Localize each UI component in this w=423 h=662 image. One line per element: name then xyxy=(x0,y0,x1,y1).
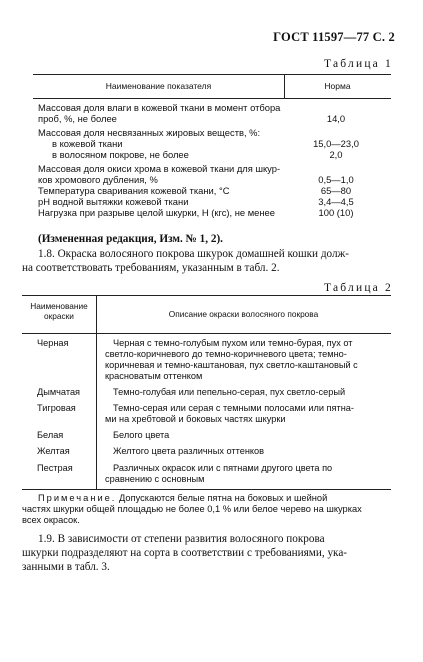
table2-bottom-rule xyxy=(22,489,391,490)
table2-row-desc-line: коричневая и темно-каштановая, пух светло-каштановый с xyxy=(105,360,358,370)
table1-row4-value: 65—80 xyxy=(320,185,352,196)
table1-row6-value: 100 (10) xyxy=(318,207,354,218)
note-line3: всех окрасок. xyxy=(22,515,80,525)
table1-row4-line1: Температура сваривания кожевой ткани, °С xyxy=(38,185,230,196)
table1-caption: Таблица 1 xyxy=(324,58,393,70)
table2-col-name-line2: окраски xyxy=(44,311,74,321)
table2-row-name: Дымчатая xyxy=(37,387,81,397)
table1-row1-line1: Массовая доля влаги в кожевой ткани в момент отбора xyxy=(38,102,281,113)
table2-row-desc-line: ми на хребтовой и боковых частях шкурки xyxy=(105,414,286,424)
table1-row3-line2: ков хромового дубления, % xyxy=(38,174,158,185)
table2-row-desc-line: сравнению с основным xyxy=(105,474,205,484)
table1-header-rule xyxy=(33,98,391,99)
table1-row1-value: 14,0 xyxy=(326,113,346,124)
table2-row-desc-line: Желтого цвета различных оттенков xyxy=(113,446,265,456)
table2-row-desc-line: Черная с темно-голубым пухом или темно-бурая, пух от xyxy=(113,338,353,348)
table2-row-desc-line: красноватым оттенком xyxy=(105,371,203,381)
table1-row5-line1: pH водной вытяжки кожевой ткани xyxy=(38,196,189,207)
paragraph-1-9-line3: занными в табл. 3. xyxy=(22,561,110,573)
table2-col-name xyxy=(22,301,96,321)
amendment-note: (Измененная редакция, Изм. № 1, 2). xyxy=(38,233,223,245)
table2-header-rule xyxy=(22,333,391,334)
note-line1 xyxy=(38,493,389,504)
table1-row6-line1: Нагрузка при разрыве целой шкурки, Н (кгс), не менее xyxy=(38,207,275,218)
table2-row-desc-line: светло-коричневого до темно-коричневого цвета; темно- xyxy=(105,349,347,359)
table1-row3-line1: Массовая доля окиси хрома в кожевой ткани для шкур- xyxy=(38,163,281,174)
page-header: ГОСТ 11597—77 С. 2 xyxy=(273,30,395,44)
table1-col-indicator: Наименование показателя xyxy=(105,81,212,91)
table2-row-name: Белая xyxy=(37,430,64,440)
paragraph-1-9-line2: шкурки подразделяют на сорта в соответствии с требованиями, ука- xyxy=(22,547,348,559)
table2-row-name: Черная xyxy=(37,338,69,348)
table1-row2-line1: Массовая доля несвязанных жировых веществ, %: xyxy=(38,127,261,138)
table1-row3-value: 0,5—1,0 xyxy=(318,174,354,185)
note-label: Примечание. xyxy=(38,493,117,503)
table1-row2-line3: в волосяном покрове, не более xyxy=(52,149,189,160)
table2-caption: Таблица 2 xyxy=(324,282,393,294)
table2-col-desc: Описание окраски волосяного покрова xyxy=(168,309,319,319)
note-line2: частях шкурки общей площадью не более 0,1 % или белое черево на шкурках xyxy=(22,504,362,514)
paragraph-1-8-line1: 1.8. Окраска волосяного покрова шкурок домашней кошки долж- xyxy=(38,248,350,260)
table2-col-name-line1: Наименование xyxy=(30,301,88,311)
paragraph-1-8-line2: на соответствовать требованиям, указанным в табл. 2. xyxy=(22,262,280,274)
table1-col-norm: Норма xyxy=(324,81,351,91)
table2-row-desc-line: Различных окрасок или с пятнами другого цвета по xyxy=(113,463,333,473)
table2-row-name: Желтая xyxy=(37,446,70,456)
note-text-line1: Допускаются белые пятна на боковых и шейной xyxy=(119,493,328,503)
table1-row2-value2: 2,0 xyxy=(329,149,343,160)
table1-row2-line2: в кожевой ткани xyxy=(52,138,123,149)
table2-top-rule xyxy=(22,295,391,296)
table2-row-name: Пестрая xyxy=(37,463,73,473)
table2-row-desc-line: Темно-голубая или пепельно-серая, пух светло-серый xyxy=(113,387,346,397)
paragraph-1-9-line1: 1.9. В зависимости от степени развития волосяного покрова xyxy=(38,533,325,545)
table1-row1-line2: проб, %, не более xyxy=(38,113,117,124)
table1-row2-value1: 15,0—23,0 xyxy=(313,138,359,149)
table1-top-rule xyxy=(33,74,391,75)
table2-column-divider xyxy=(96,333,97,489)
table1-row5-value: 3,4—4,5 xyxy=(318,196,354,207)
table2-row-name: Тигровая xyxy=(37,403,76,413)
table2-row-desc-line: Темно-серая или серая с темными полосами или пятна- xyxy=(113,403,354,413)
table2-row-desc-line: Белого цвета xyxy=(113,430,170,440)
